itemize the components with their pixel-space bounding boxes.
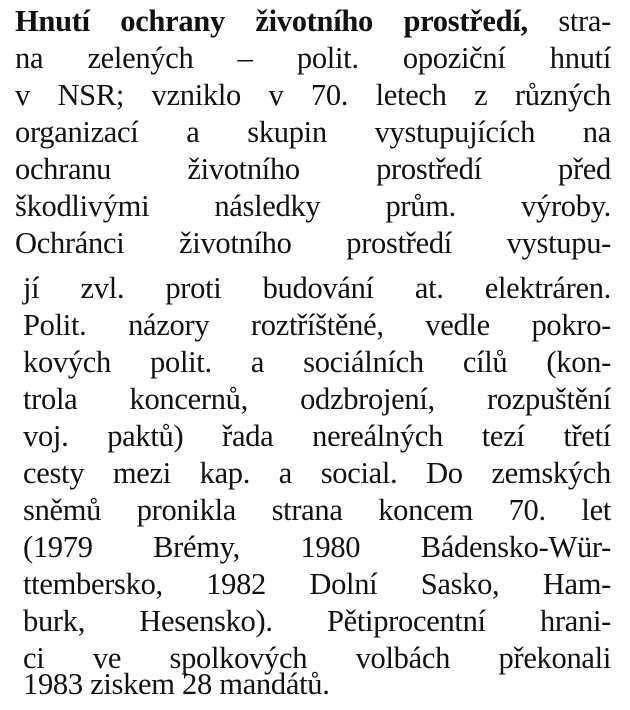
text-line-15: (1979 Brémy, 1980 Bádensko-Wür- [23, 530, 611, 564]
text-line-19: 1983 ziskem 28 mandátů. [23, 667, 330, 701]
text-line-16: ttembersko, 1982 Dolní Sasko, Ham- [23, 567, 611, 601]
text-line-8: jí zvl. proti budování at. elektráren. [23, 271, 611, 305]
text-line-1-rest: stra- [558, 4, 612, 38]
text-line-2: na zelených – polit. opoziční hnutí [15, 41, 611, 75]
text-line-9: Polit. názory roztříštěné, vedle pokro- [23, 308, 611, 342]
text-line-18: ci ve spolkových volbách překonali [23, 641, 611, 675]
text-line-14: sněmů pronikla strana koncem 70. let [23, 493, 611, 527]
text-line-7: Ochránci životního prostředí vystupu- [15, 226, 611, 260]
text-line-3: v NSR; vzniklo v 70. letech z různých [15, 78, 611, 112]
text-line-4: organizací a skupin vystupujících na [15, 115, 611, 149]
text-line-17: burk, Hesensko). Pětiprocentní hrani- [23, 604, 611, 638]
text-line-13: cesty mezi kap. a social. Do zemských [23, 456, 611, 490]
text-line-5: ochranu životního prostředí před [15, 152, 611, 186]
text-line-6: škodlivými následky prům. výroby. [15, 189, 611, 223]
text-line-11: trola koncernů, odzbrojení, rozpuštění [23, 382, 611, 416]
text-line-10: kových polit. a sociálních cílů (kon- [23, 345, 611, 379]
entry-headword: Hnutí ochrany životního prostředí, [15, 4, 528, 38]
text-line-1 [15, 2, 611, 40]
text-line-12: voj. paktů) řada nereálných tezí třetí [23, 419, 611, 453]
